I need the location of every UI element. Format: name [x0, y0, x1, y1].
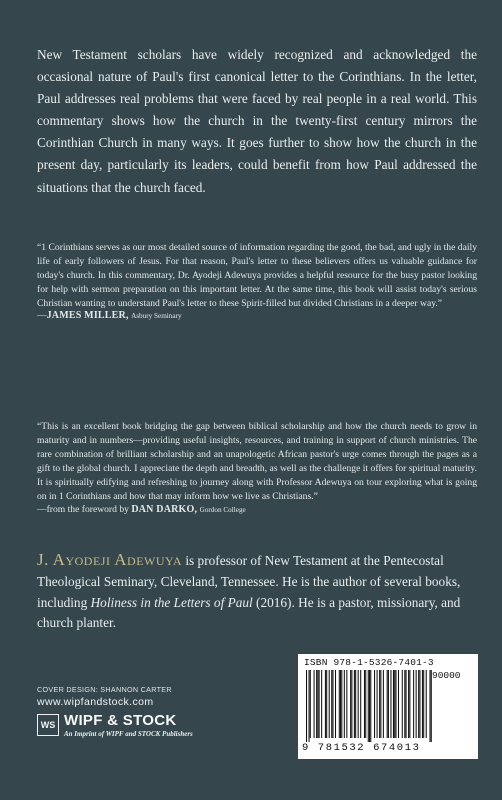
endorser-affiliation: Asbury Seminary: [131, 312, 182, 320]
barcode-bar: [418, 670, 419, 738]
barcode-bar: [395, 670, 396, 738]
barcode-bar: [388, 670, 389, 738]
barcode-bar: [350, 670, 351, 738]
barcode-bar: [416, 670, 417, 738]
barcode-bar: [346, 670, 347, 738]
barcode-bar: [317, 670, 318, 738]
attribution-prefix: —: [37, 310, 47, 321]
barcode-bar: [340, 670, 341, 738]
endorsement-quote-2: “This is an excellent book bridging the gap between biblical scholarship and how the church needs to grow in maturity and in numbers—providing useful insights, resources, and training in support of church ministries. The rare combination of brilliant scholarship and an unapologetic African pastor's urge comes through the pages as a gift to the global church. I appreciate the depth and breadth, as well as the challenge it offers for spiritual maturity. It is spiritually edifying and refreshing to journey along with Professor Adewuya on tour exploring what is going on in 1 Corinthians and how that may inform how we live as Christians.”: [37, 421, 477, 503]
barcode-bar: [422, 670, 423, 738]
barcode-bar: [331, 670, 332, 738]
ean-digits: 9 781532 674013: [302, 742, 421, 754]
barcode-bar: [383, 670, 384, 738]
endorser-affiliation: Gordon College: [199, 506, 246, 514]
barcode-bar: [377, 670, 378, 738]
author-bio-text: is professor of New Testament at the Pentecostal Theological Seminary, Cleveland, Tennessee. He is the author of several books, including: [37, 553, 461, 610]
barcode-bar: [306, 670, 307, 742]
book-description: New Testament scholars have widely recognized and acknowledged the occasional nature of Paul's first canonical letter to the Corinthians. In the letter, Paul addresses real problems that were faced by real people in a real world. This commentary shows how the church in the twenty-first century mirrors the Corinthian Church in many ways. It goes further to show how the church in the present day, particularly its leaders, could benefit from how Paul addressed the situations that the church faced.: [37, 47, 477, 195]
endorser-name: JAMES MILLER,: [46, 310, 129, 321]
barcode-bar: [309, 670, 310, 742]
barcode-bar: [339, 670, 340, 738]
publisher-tagline: An Imprint of WIPF and STOCK Publishers: [64, 730, 193, 738]
barcode-bar: [369, 670, 370, 742]
barcode-bar: [370, 670, 371, 742]
isbn-label: ISBN 978-1-5326-7401-3: [304, 657, 434, 668]
barcode-bar: [409, 670, 410, 738]
barcode-bar: [321, 670, 322, 738]
endorsement-attribution-1: [37, 310, 182, 321]
barcode-bar: [332, 670, 333, 738]
barcode-bar: [360, 670, 361, 738]
barcode-bar: [355, 670, 356, 738]
barcode-bar: [398, 670, 399, 738]
isbn-barcode: [298, 654, 478, 759]
barcode-bar: [365, 670, 366, 738]
barcode-bar: [393, 670, 394, 738]
barcode-bar: [368, 670, 369, 742]
barcode-bar: [344, 670, 345, 738]
barcode-bar: [326, 670, 327, 738]
barcode-bar: [325, 670, 326, 738]
barcode-bar: [423, 670, 424, 738]
barcode-bar: [380, 670, 381, 738]
author-bio-text-end: (2016). He is a pastor, missionary, and church planter.: [37, 594, 461, 631]
author-bio: [37, 550, 477, 634]
barcode-bar: [404, 670, 405, 738]
barcode-bar: [394, 670, 395, 738]
publisher-website: www.wipfandstock.com: [37, 696, 154, 708]
barcode-icon: [304, 670, 472, 742]
barcode-bar: [329, 670, 330, 738]
endorser-name: DAN DARKO,: [131, 504, 198, 515]
barcode-bar: [319, 670, 320, 738]
barcode-bar: [351, 670, 352, 738]
barcode-bar: [374, 670, 375, 738]
publisher-logo-block: [37, 712, 247, 742]
barcode-bar: [387, 670, 388, 738]
barcode-bar: [431, 670, 432, 742]
endorsement-attribution-2: [37, 504, 246, 515]
barcode-bar: [429, 670, 430, 742]
endorsement-quote-1: “1 Corinthians serves as our most detailed source of information regarding the good, the bad, and ugly in the daily life of early followers of Jesus. For that reason, Paul's letter to these believers offers us valuable guidance for today's church. In this commentary, Dr. Ayodeji Adewuya provides a helpful resource for the busy pastor looking for help with sermon preparation on this important letter. At the same time, this book will assist today's serious Christian wanting to understand Paul's letter to these Spirit-filled but divided Christians in a deeper way.”: [37, 242, 477, 310]
barcode-bar: [314, 670, 315, 738]
barcode-bar: [419, 670, 420, 738]
barcode-bar: [316, 670, 317, 738]
author-name: J. Ayodeji Adewuya: [37, 550, 183, 569]
barcode-bar: [354, 670, 355, 738]
book-title: Holiness in the Letters of Paul: [90, 594, 253, 610]
barcode-bar: [358, 670, 359, 738]
barcode-bar: [413, 670, 414, 738]
attribution-prefix: —from the foreword by: [37, 504, 129, 515]
barcode-bar: [341, 670, 342, 738]
barcode-bar: [408, 670, 409, 738]
cover-design-credit: COVER DESIGN: SHANNON CARTER: [37, 685, 172, 694]
barcode-bar: [402, 670, 403, 738]
barcode-bar: [310, 670, 311, 738]
barcode-bar: [390, 670, 391, 738]
barcode-bar: [364, 670, 365, 738]
price-code: 90000: [432, 670, 461, 681]
barcode-bar: [406, 670, 407, 738]
barcode-bar: [335, 670, 336, 738]
publisher-name: WIPF & STOCK: [64, 712, 177, 729]
publisher-logo-icon: WS: [37, 714, 59, 736]
barcode-bar: [426, 670, 427, 738]
barcode-bar: [379, 670, 380, 738]
